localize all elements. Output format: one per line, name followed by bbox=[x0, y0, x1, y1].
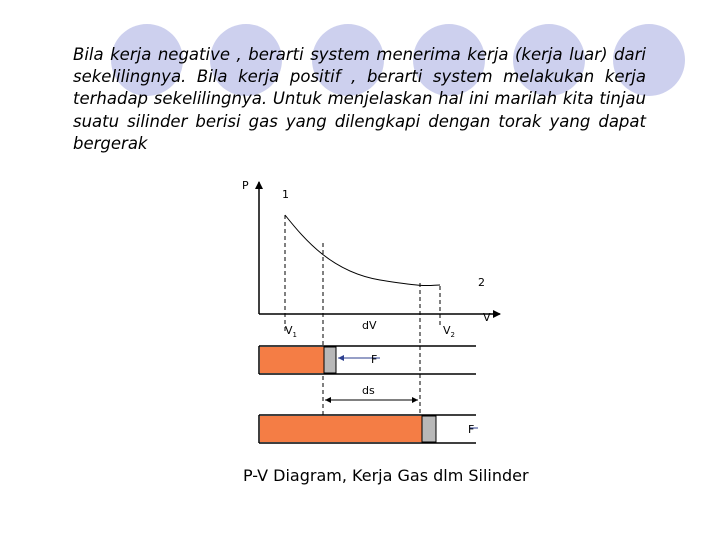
upper-piston bbox=[324, 347, 336, 373]
explanation-paragraph: Bila kerja negative , berarti system menerima kerja (kerja luar) dari sekelilingnya. Bila kerja positif , berarti system melakukan kerja terhadap sekelilingnya. Untuk menjelaskan hal ini marilah kita tinjau suatu silinder berisi gas yang dilengkapi dengan torak yang dapat bergerak bbox=[73, 45, 646, 153]
v-axis-label: V bbox=[483, 311, 491, 324]
lower-force-label: F bbox=[468, 423, 475, 436]
state-1-label: 1 bbox=[282, 188, 289, 201]
pv-curve bbox=[285, 215, 440, 286]
v1-label: $V_1$ bbox=[285, 324, 297, 339]
upper-gas bbox=[260, 347, 324, 373]
upper-force-label: F bbox=[371, 353, 378, 366]
ds-arrowhead-left bbox=[325, 397, 331, 403]
v2-label: $V_2$ bbox=[443, 324, 455, 339]
dv-label: dV bbox=[362, 319, 377, 332]
ds-arrowhead-right bbox=[412, 397, 418, 403]
upper-force-arrowhead bbox=[338, 355, 344, 361]
lower-gas bbox=[260, 416, 422, 442]
state-2-label: 2 bbox=[478, 276, 485, 289]
ds-label: ds bbox=[362, 384, 375, 397]
diagram-caption: P-V Diagram, Kerja Gas dlm Silinder bbox=[243, 466, 529, 485]
p-axis-label: P bbox=[242, 179, 249, 192]
lower-piston bbox=[422, 416, 436, 442]
